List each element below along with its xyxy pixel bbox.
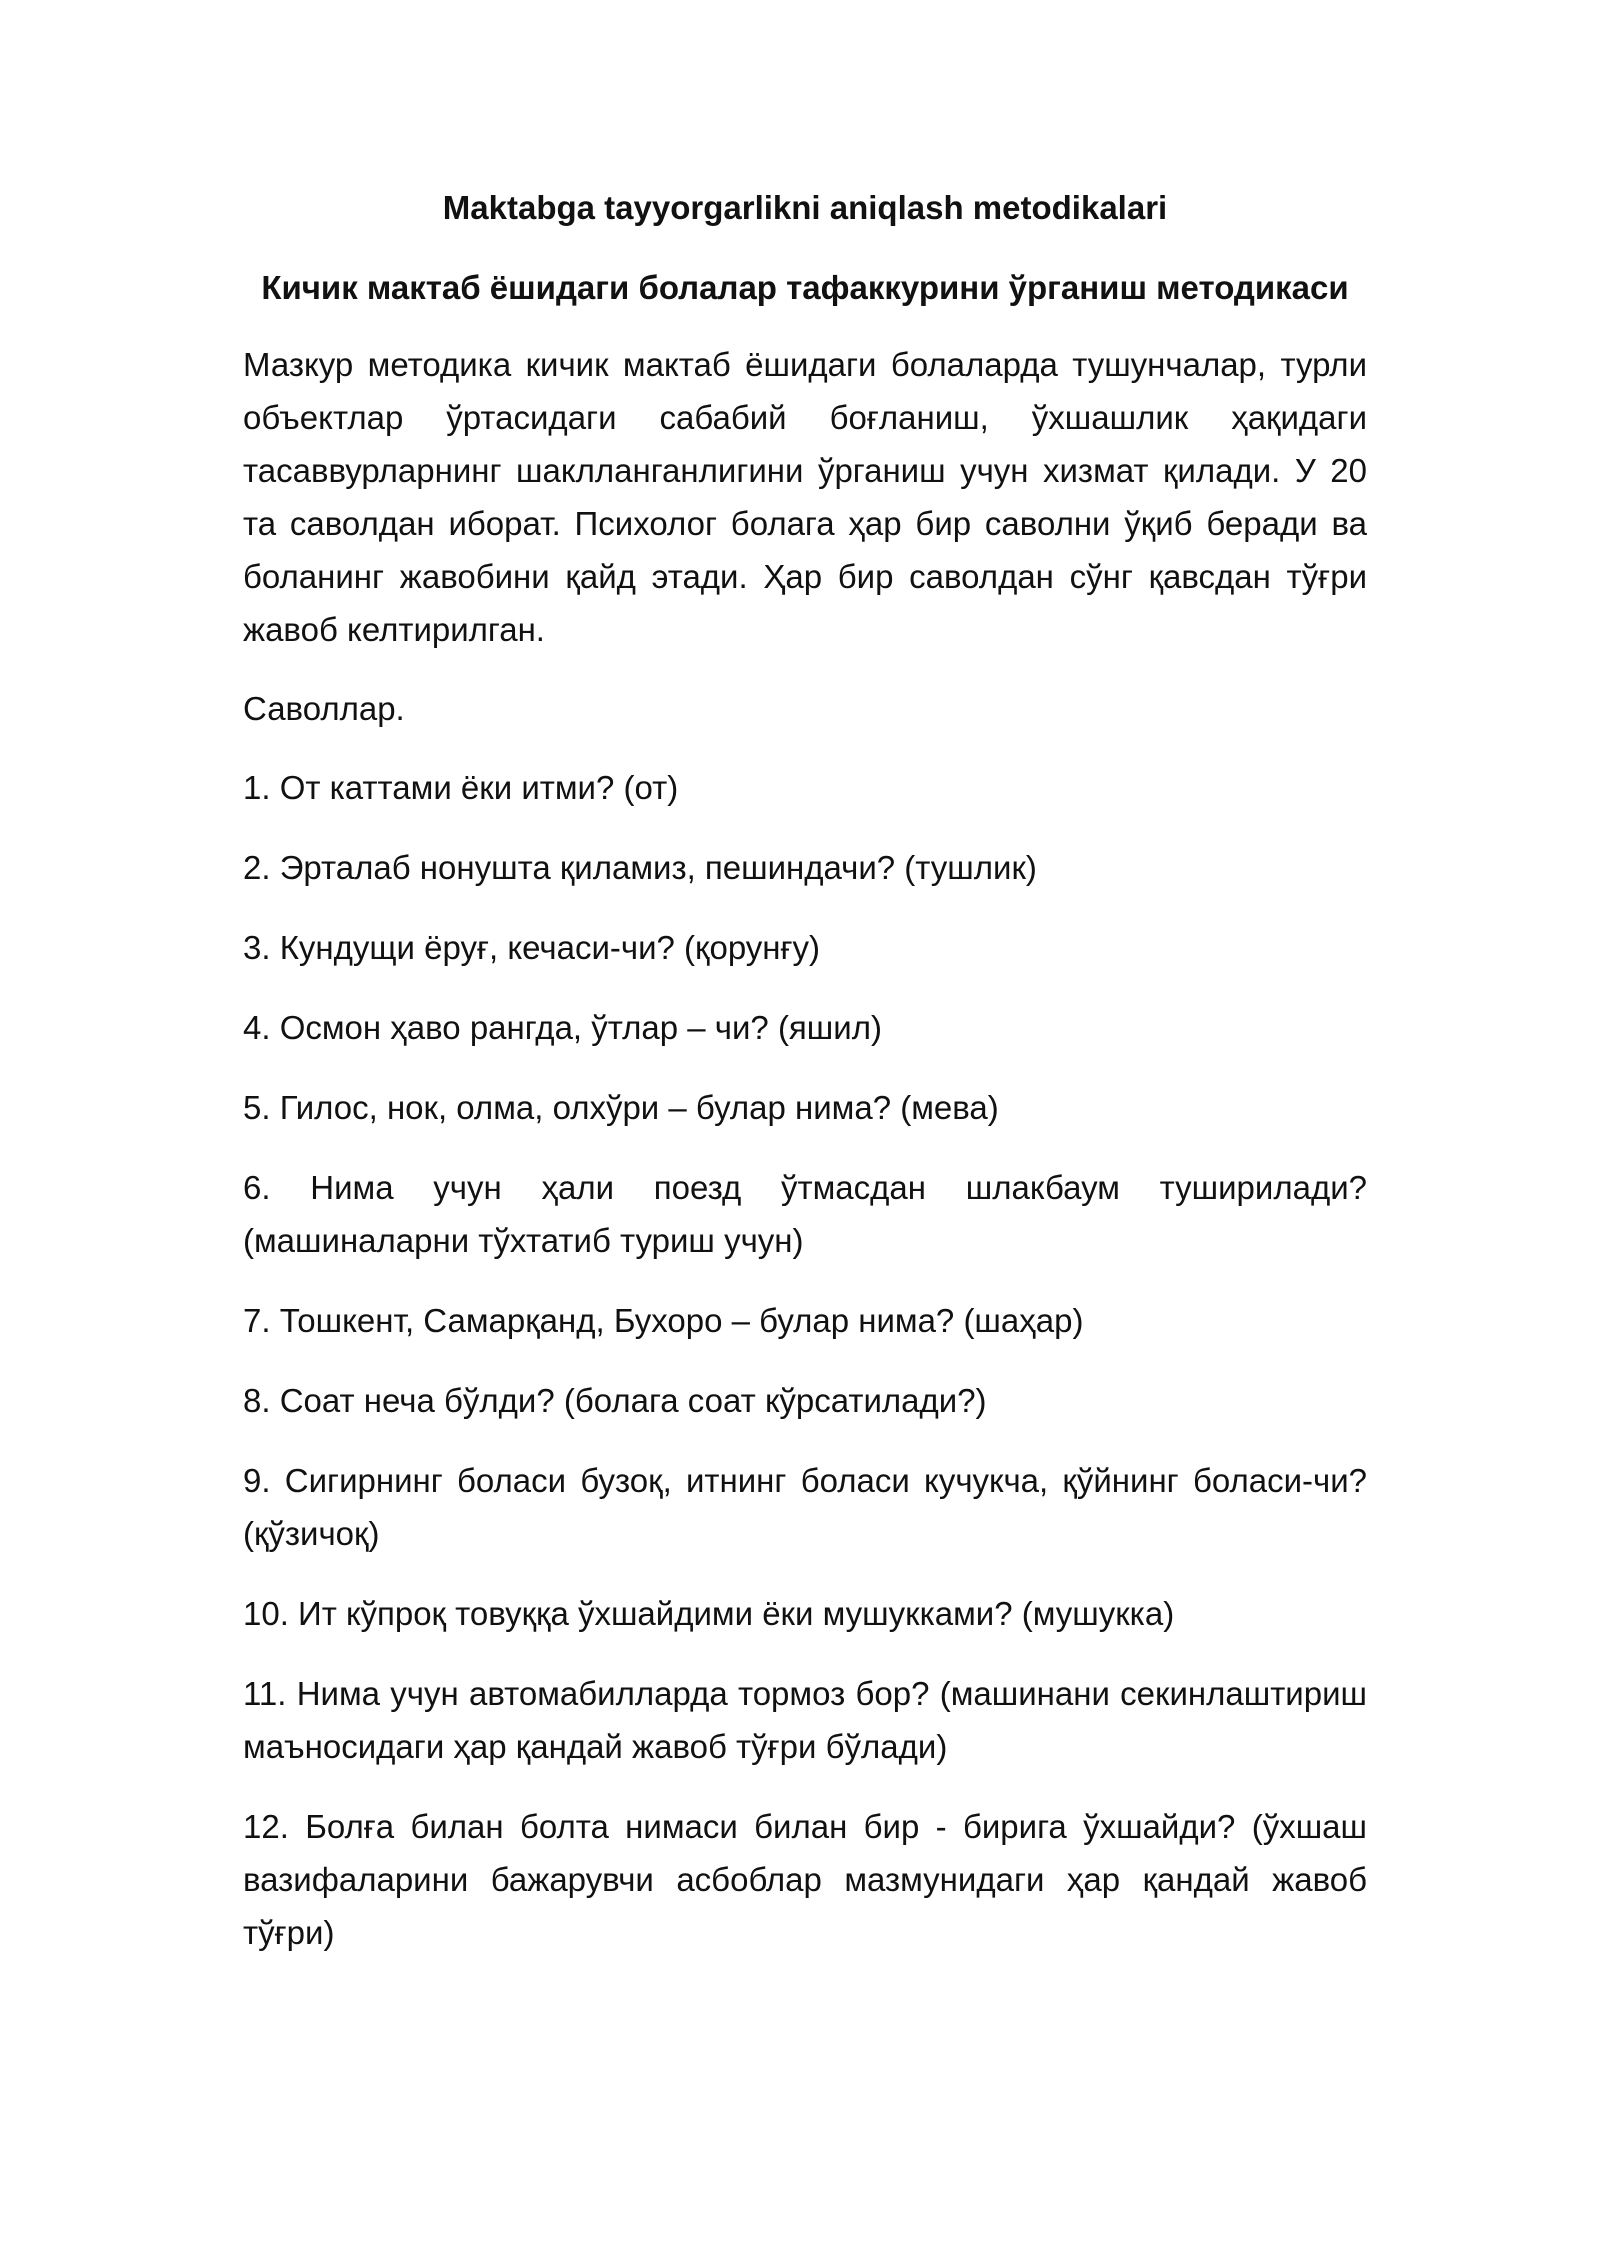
intro-paragraph: Мазкур методика кичик мактаб ёшидаги болаларда тушунчалар, турли объектлар ўртасидаги сабабий боғланиш, ўхшашлик ҳақидаги тасаввурларнинг шаклланганлигини ўрганиш учун хизмат қилади. У 20 та саволдан иборат. Психолог болага ҳар бир саволни ўқиб беради ва боланинг жавобини қайд этади. Ҳар бир саволдан сўнг қавсдан тўғри жавоб келтирилган.	[243, 346, 1367, 648]
question-item: 12. Болға билан болта нимаси билан бир - бирига ўхшайди? (ўхшаш вазифаларини бажарувчи асбоблар мазмунидаги ҳар қандай жавоб тўғри)	[243, 1808, 1367, 1951]
question-item: 9. Сигирнинг боласи бузоқ, итнинг боласи кучукча, қўйнинг боласи-чи? (қўзичоқ)	[243, 1462, 1367, 1552]
questions-label: Саволлар.	[243, 690, 405, 727]
question-item: 1. От каттами ёки итми? (от)	[243, 769, 679, 806]
document-body	[243, 186, 1367, 1986]
question-item: 2. Эрталаб нонушта қиламиз, пешиндачи? (тушлик)	[243, 849, 1037, 886]
question-item: 3. Кундущи ёруғ, кечаси-чи? (қорунғу)	[243, 929, 821, 966]
question-item: 5. Гилос, нок, олма, олхўри – булар нима? (мева)	[243, 1089, 999, 1126]
question-item: 4. Осмон ҳаво рангда, ўтлар – чи? (яшил)	[243, 1009, 882, 1046]
question-item: 10. Ит кўпроқ товуққа ўхшайдими ёки мушукками? (мушукка)	[243, 1595, 1175, 1632]
question-item: 8. Соат неча бўлди? (болага соат кўрсатилади?)	[243, 1382, 987, 1419]
document-title: Maktabga tayyorgarlikni aniqlash metodikalari	[442, 189, 1168, 226]
question-item: 11. Нима учун автомабилларда тормоз бор? (машинани секинлаштириш маъносидаги ҳар қандай жавоб тўғри бўлади)	[243, 1675, 1367, 1765]
document-subtitle: Кичик мактаб ёшидаги болалар тафаккурини ўрганиш методикаси	[261, 269, 1349, 306]
question-item: 7. Тошкент, Самарқанд, Бухоро – булар нима? (шаҳар)	[243, 1302, 1084, 1339]
question-item: 6. Нима учун ҳали поезд ўтмасдан шлакбаум туширилади? (машиналарни тўхтатиб туриш учун)	[243, 1169, 1367, 1259]
